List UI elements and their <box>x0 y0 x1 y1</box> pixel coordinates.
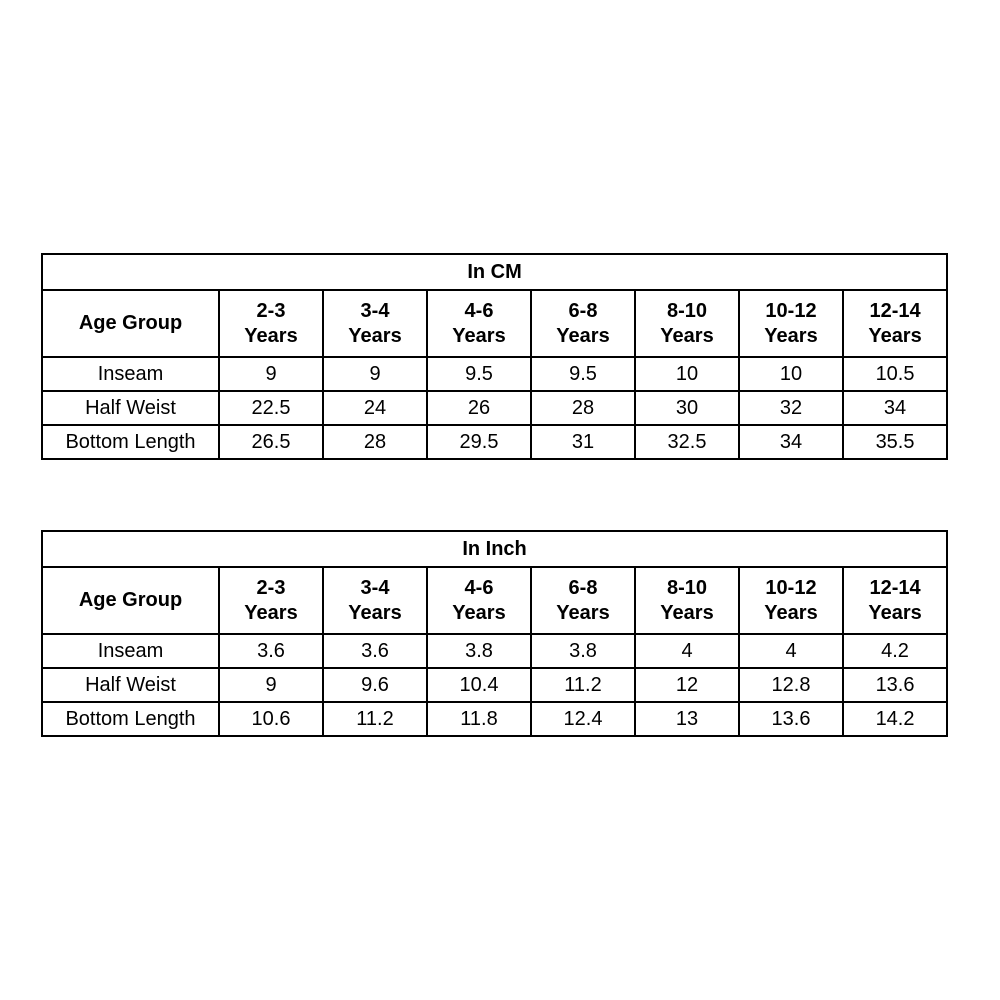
table-cell: 22.5 <box>219 391 323 425</box>
column-unit: Years <box>868 601 922 624</box>
table-cell: 29.5 <box>427 425 531 459</box>
column-header <box>323 290 427 357</box>
row-label: Half Weist <box>42 391 219 425</box>
table-cell: 35.5 <box>843 425 947 459</box>
row-label: Bottom Length <box>42 425 219 459</box>
row-label: Inseam <box>42 634 219 668</box>
column-header <box>323 567 427 634</box>
column-range: 4-6 <box>464 299 494 322</box>
table-cell: 34 <box>843 391 947 425</box>
row-label: Half Weist <box>42 668 219 702</box>
table-cell: 11.8 <box>427 702 531 736</box>
table-cell: 28 <box>323 425 427 459</box>
column-range: 8-10 <box>666 576 708 599</box>
size-table-inch <box>41 530 948 737</box>
table-cell: 26 <box>427 391 531 425</box>
column-unit: Years <box>868 324 922 347</box>
table-title: In Inch <box>42 531 947 567</box>
table-row <box>42 702 947 736</box>
column-range: 2-3 <box>256 299 286 322</box>
table-cell: 9.6 <box>323 668 427 702</box>
column-unit: Years <box>764 601 818 624</box>
column-header <box>739 290 843 357</box>
column-header <box>739 567 843 634</box>
column-range: 8-10 <box>666 299 708 322</box>
column-range: 12-14 <box>869 299 921 322</box>
table-row <box>42 357 947 391</box>
row-header: Age Group <box>42 290 219 357</box>
column-range: 2-3 <box>256 576 286 599</box>
column-header <box>843 290 947 357</box>
column-unit: Years <box>660 601 714 624</box>
table-cell: 13.6 <box>843 668 947 702</box>
column-range: 10-12 <box>765 299 817 322</box>
table-cell: 10 <box>739 357 843 391</box>
column-header <box>531 567 635 634</box>
column-range: 6-8 <box>568 299 598 322</box>
column-unit: Years <box>452 601 506 624</box>
column-range: 10-12 <box>765 576 817 599</box>
table-cell: 9 <box>219 357 323 391</box>
row-header: Age Group <box>42 567 219 634</box>
table-header-row <box>42 567 947 634</box>
table-cell: 31 <box>531 425 635 459</box>
row-label: Inseam <box>42 357 219 391</box>
table-cell: 10.5 <box>843 357 947 391</box>
table-cell: 26.5 <box>219 425 323 459</box>
column-header <box>427 567 531 634</box>
table-row <box>42 425 947 459</box>
table-cell: 32.5 <box>635 425 739 459</box>
column-unit: Years <box>348 601 402 624</box>
table-cell: 9.5 <box>531 357 635 391</box>
column-range: 4-6 <box>464 576 494 599</box>
table-title-row <box>42 531 947 567</box>
table-cell: 12.8 <box>739 668 843 702</box>
column-header <box>635 290 739 357</box>
table-cell: 3.8 <box>427 634 531 668</box>
table-cell: 11.2 <box>531 668 635 702</box>
column-range: 6-8 <box>568 576 598 599</box>
table-cell: 10 <box>635 357 739 391</box>
table-cell: 24 <box>323 391 427 425</box>
table-header-row <box>42 290 947 357</box>
table-cell: 4 <box>739 634 843 668</box>
column-header <box>843 567 947 634</box>
table-title-row <box>42 254 947 290</box>
table-cell: 10.6 <box>219 702 323 736</box>
column-header <box>635 567 739 634</box>
column-unit: Years <box>348 324 402 347</box>
table-cell: 3.6 <box>323 634 427 668</box>
table-row <box>42 391 947 425</box>
table-cell: 14.2 <box>843 702 947 736</box>
table-cell: 4.2 <box>843 634 947 668</box>
table-cell: 9.5 <box>427 357 531 391</box>
table-cell: 3.8 <box>531 634 635 668</box>
size-table-cm <box>41 253 948 460</box>
column-header <box>219 290 323 357</box>
column-unit: Years <box>452 324 506 347</box>
table-cell: 4 <box>635 634 739 668</box>
table-cell: 3.6 <box>219 634 323 668</box>
table-cell: 30 <box>635 391 739 425</box>
column-unit: Years <box>244 601 298 624</box>
column-unit: Years <box>556 324 610 347</box>
table-row <box>42 634 947 668</box>
column-unit: Years <box>660 324 714 347</box>
table-cell: 34 <box>739 425 843 459</box>
table-cell: 12.4 <box>531 702 635 736</box>
table-cell: 12 <box>635 668 739 702</box>
column-unit: Years <box>764 324 818 347</box>
table-cell: 9 <box>219 668 323 702</box>
table-cell: 10.4 <box>427 668 531 702</box>
table-cell: 9 <box>323 357 427 391</box>
row-label: Bottom Length <box>42 702 219 736</box>
table-cell: 11.2 <box>323 702 427 736</box>
table-cell: 32 <box>739 391 843 425</box>
column-range: 3-4 <box>360 576 390 599</box>
table-row <box>42 668 947 702</box>
table-title: In CM <box>42 254 947 290</box>
column-range: 12-14 <box>869 576 921 599</box>
table-cell: 13 <box>635 702 739 736</box>
column-header <box>427 290 531 357</box>
column-unit: Years <box>244 324 298 347</box>
table-cell: 13.6 <box>739 702 843 736</box>
column-header <box>531 290 635 357</box>
table-cell: 28 <box>531 391 635 425</box>
column-range: 3-4 <box>360 299 390 322</box>
column-header <box>219 567 323 634</box>
column-unit: Years <box>556 601 610 624</box>
